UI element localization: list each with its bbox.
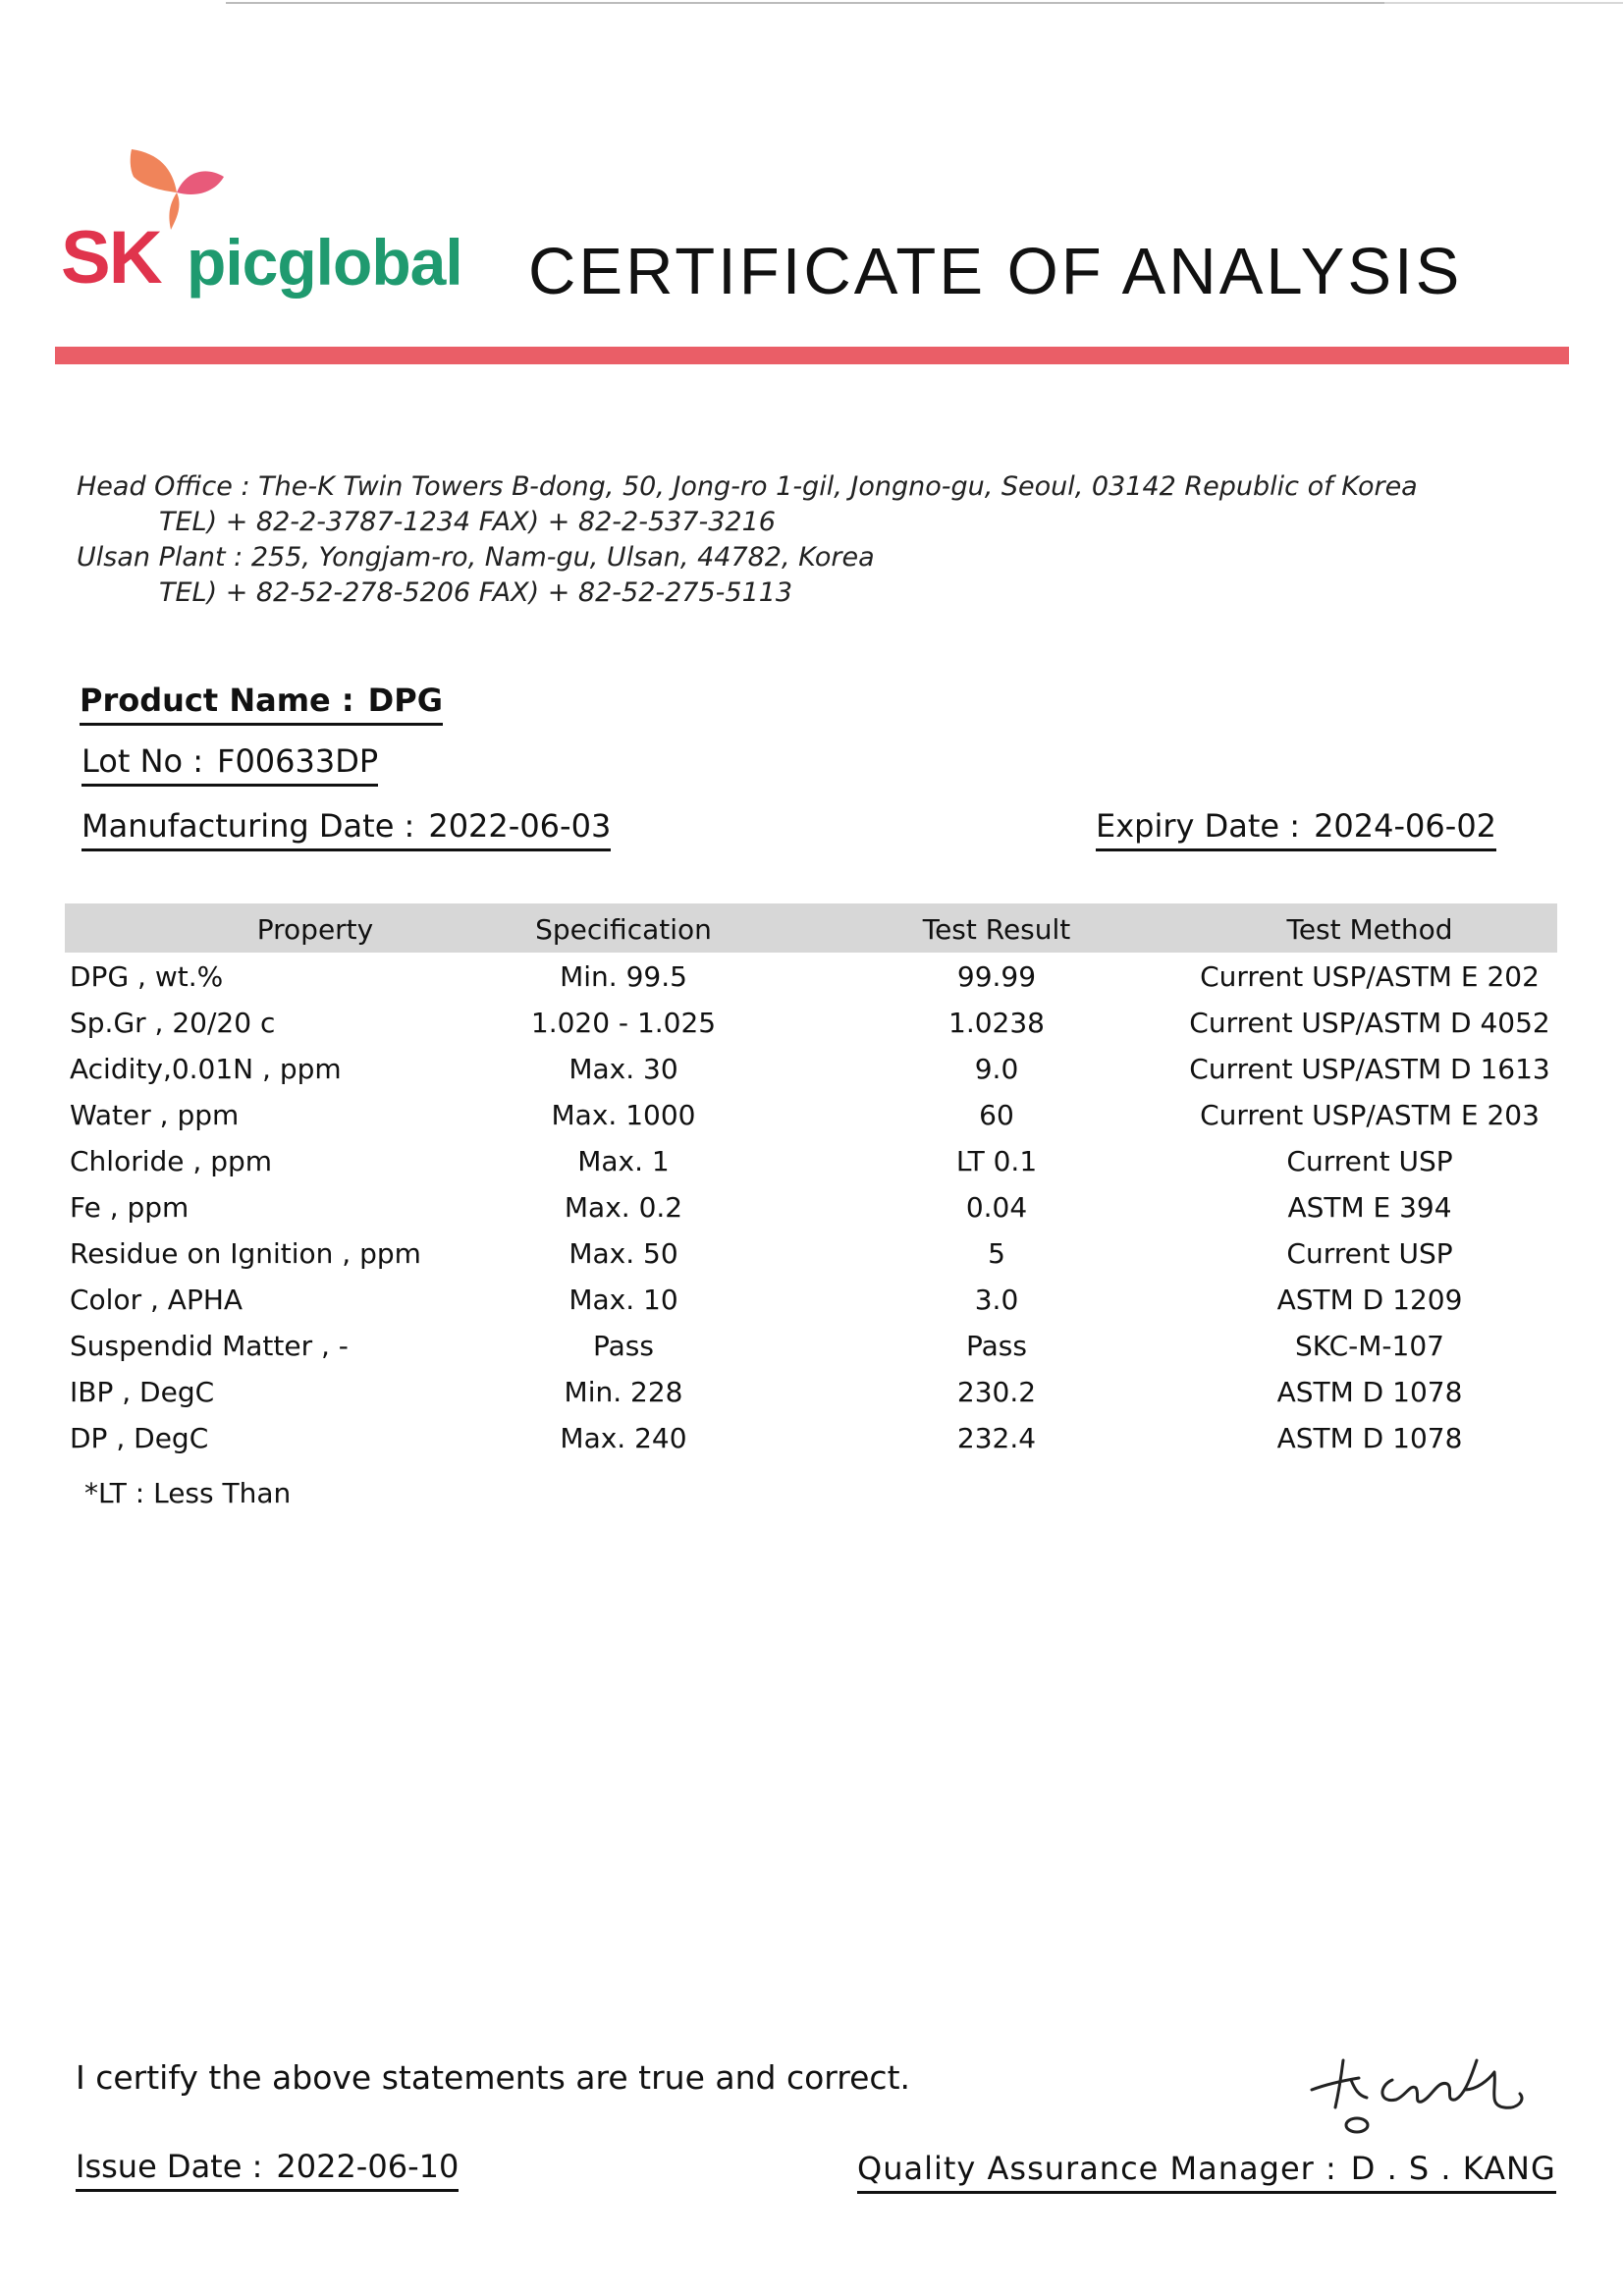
certify-statement: I certify the above statements are true and correct.	[76, 2058, 910, 2097]
cell-property: Color , APHA	[70, 1284, 243, 1316]
cell-test-method: ASTM D 1209	[1276, 1284, 1463, 1316]
cell-test-result: 1.0238	[948, 1007, 1045, 1039]
cell-property: Water , ppm	[70, 1099, 240, 1131]
cell-property: Residue on Ignition , ppm	[70, 1237, 421, 1270]
qa-manager-label: Quality Assurance Manager :	[857, 2150, 1337, 2187]
table-row	[0, 1330, 1623, 1375]
cell-test-result: 230.2	[956, 1376, 1037, 1408]
cell-test-result: 9.0	[974, 1053, 1019, 1085]
cell-test-result: LT 0.1	[955, 1145, 1038, 1177]
header-test-method: Test Method	[1286, 913, 1453, 946]
cell-test-method: Current USP/ASTM D 1613	[1189, 1053, 1550, 1085]
cell-specification: Max. 30	[568, 1053, 678, 1085]
product-name-label: Product Name :	[80, 682, 354, 719]
table-row	[0, 1053, 1623, 1098]
accent-bar	[55, 347, 1569, 364]
scan-edge-line	[1384, 2, 1623, 4]
cell-property: Acidity,0.01N , ppm	[70, 1053, 342, 1085]
cell-specification: Pass	[593, 1330, 654, 1362]
signature-icon	[1308, 2050, 1534, 2139]
footnote: *LT : Less Than	[84, 1477, 292, 1509]
cell-test-method: ASTM D 1078	[1276, 1376, 1463, 1408]
lot-no-field	[81, 742, 378, 787]
cell-test-result: 99.99	[956, 960, 1037, 993]
header-test-result: Test Result	[922, 913, 1071, 946]
cell-test-result: 232.4	[956, 1422, 1037, 1454]
lot-no-label: Lot No :	[81, 742, 204, 780]
cell-test-result: 60	[979, 1099, 1014, 1131]
table-row	[0, 1376, 1623, 1421]
cell-specification: Max. 10	[568, 1284, 678, 1316]
plant-contact: TEL) + 82-52-278-5206 FAX) + 82-52-275-5113	[159, 577, 793, 608]
table-header	[65, 903, 1557, 953]
cell-test-method: Current USP/ASTM D 4052	[1189, 1007, 1550, 1039]
head-office-address: Head Office : The-K Twin Towers B-dong, 50, Jong-ro 1-gil, Jongno-gu, Seoul, 03142 Republic of Korea	[77, 471, 1418, 502]
cell-specification: Max. 1	[577, 1145, 670, 1177]
cell-test-method: Current USP	[1286, 1145, 1453, 1177]
cell-test-method: Current USP/ASTM E 203	[1200, 1099, 1540, 1131]
cell-test-method: SKC-M-107	[1295, 1330, 1444, 1362]
cell-specification: Max. 0.2	[564, 1191, 683, 1224]
cell-test-method: Current USP	[1286, 1237, 1453, 1270]
cell-specification: Min. 99.5	[560, 960, 687, 993]
table-row	[0, 1422, 1623, 1467]
manufacturing-date-field	[81, 807, 611, 851]
cell-specification: Max. 240	[560, 1422, 687, 1454]
scan-edge-line	[226, 2, 1453, 4]
header-specification: Specification	[535, 913, 712, 946]
issue-date-field	[76, 2148, 459, 2192]
cell-property: DP , DegC	[70, 1422, 209, 1454]
table-row	[0, 1284, 1623, 1329]
product-name-value: DPG	[367, 682, 443, 719]
logo-sk-text: SK	[61, 216, 161, 300]
qa-manager-field	[857, 2150, 1556, 2194]
document-title: CERTIFICATE OF ANALYSIS	[528, 235, 1463, 308]
cell-test-result: 0.04	[965, 1191, 1028, 1224]
cell-property: IBP , DegC	[70, 1376, 215, 1408]
cell-specification: 1.020 - 1.025	[530, 1007, 717, 1039]
cell-specification: Max. 50	[568, 1237, 678, 1270]
logo-brand-text: picglobal	[187, 226, 462, 299]
table-row	[0, 1099, 1623, 1144]
cell-specification: Min. 228	[564, 1376, 683, 1408]
expiry-date-field	[1096, 807, 1496, 851]
table-row	[0, 1145, 1623, 1190]
head-office-contact: TEL) + 82-2-3787-1234 FAX) + 82-2-537-3216	[159, 507, 776, 537]
cell-property: Sp.Gr , 20/20 c	[70, 1007, 276, 1039]
cell-property: Chloride , ppm	[70, 1145, 273, 1177]
manufacturing-date-value: 2022-06-03	[428, 807, 612, 845]
expiry-date-label: Expiry Date :	[1096, 807, 1301, 845]
issue-date-value: 2022-06-10	[276, 2148, 460, 2185]
cell-specification: Max. 1000	[551, 1099, 696, 1131]
lot-no-value: F00633DP	[217, 742, 379, 780]
cell-property: Fe , ppm	[70, 1191, 189, 1224]
product-name-field	[80, 682, 443, 726]
header-property: Property	[256, 913, 374, 946]
expiry-date-value: 2024-06-02	[1314, 807, 1497, 845]
cell-test-result: Pass	[966, 1330, 1027, 1362]
table-row	[0, 1007, 1623, 1052]
table-row	[0, 960, 1623, 1006]
cell-property: Suspendid Matter , -	[70, 1330, 349, 1362]
table-row	[0, 1237, 1623, 1283]
qa-manager-name: D . S . KANG	[1350, 2150, 1556, 2187]
cell-test-result: 3.0	[974, 1284, 1019, 1316]
cell-test-result: 5	[988, 1237, 1005, 1270]
issue-date-label: Issue Date :	[76, 2148, 263, 2185]
cell-test-method: ASTM D 1078	[1276, 1422, 1463, 1454]
cell-test-method: ASTM E 394	[1287, 1191, 1452, 1224]
table-row	[0, 1191, 1623, 1236]
company-logo	[61, 147, 483, 314]
plant-address: Ulsan Plant : 255, Yongjam-ro, Nam-gu, Ulsan, 44782, Korea	[77, 542, 875, 573]
cell-property: DPG , wt.%	[70, 960, 224, 993]
manufacturing-date-label: Manufacturing Date :	[81, 807, 415, 845]
cell-test-method: Current USP/ASTM E 202	[1200, 960, 1540, 993]
